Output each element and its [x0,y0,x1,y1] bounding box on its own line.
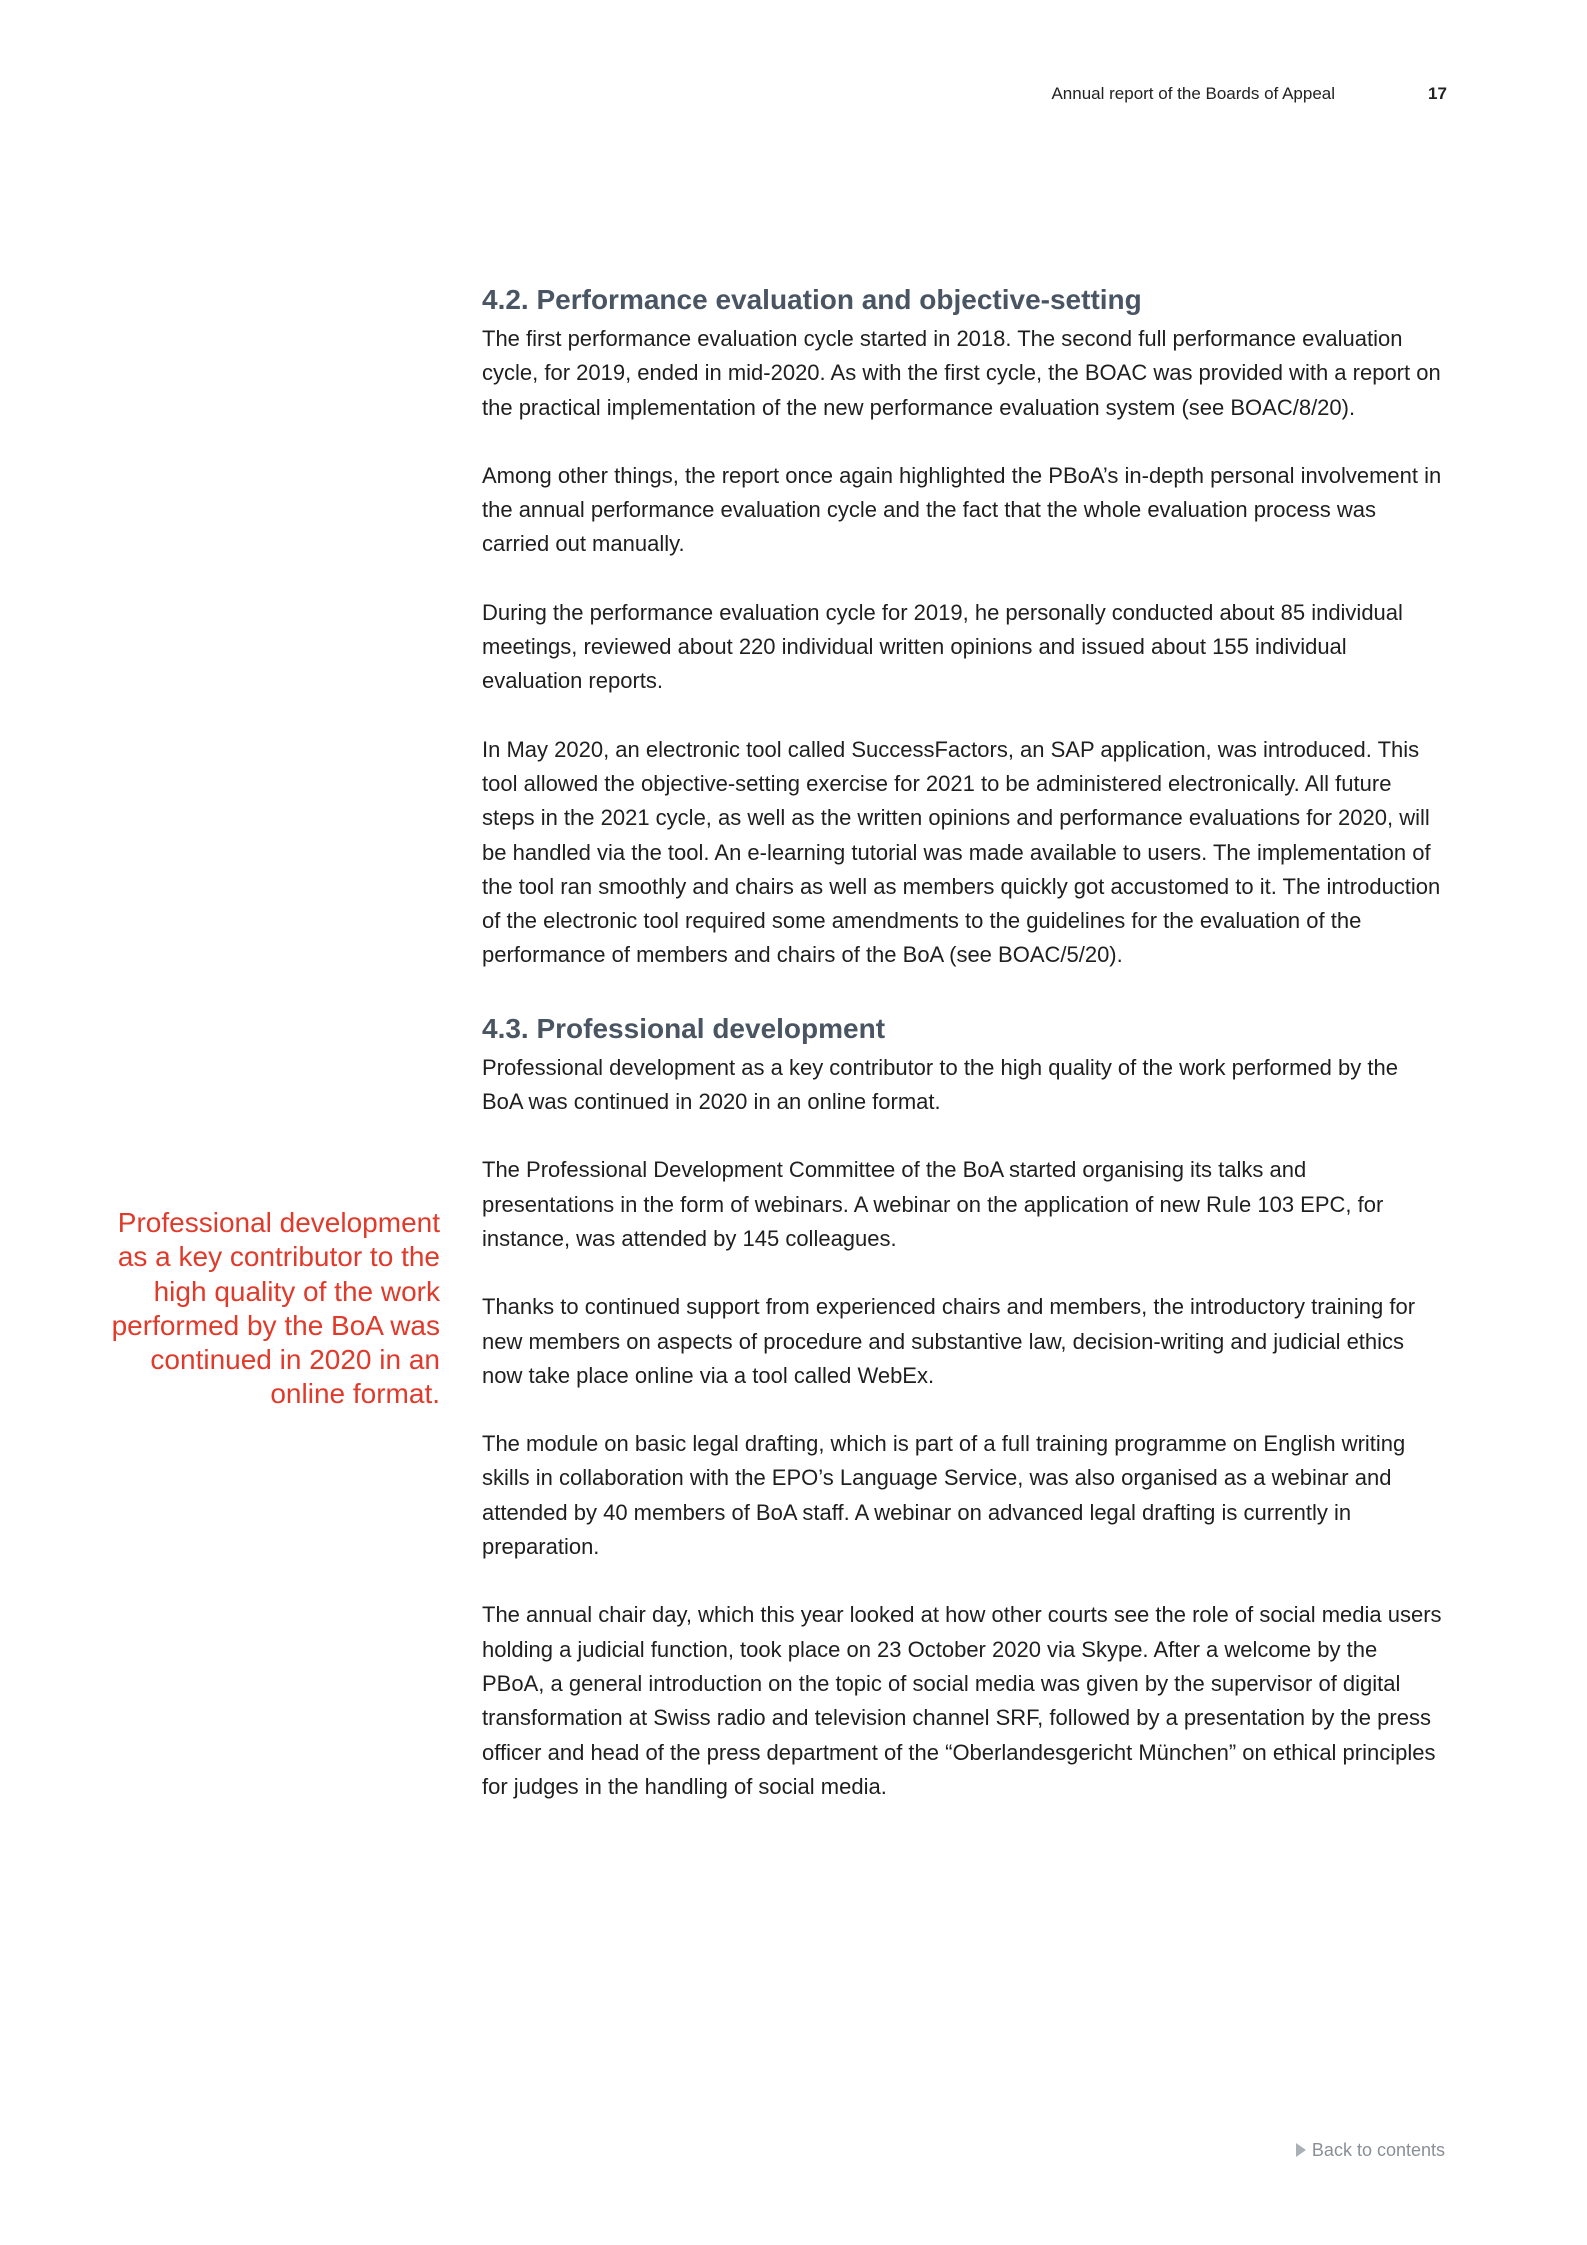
body-paragraph: Professional development as a key contributor to the high quality of the work performed by the BoA was continued in 2020 in an online format. [482,1054,1398,1115]
body-paragraph: Among other things, the report once again highlighted the PBoA’s in-depth personal involvement in the annual performance evaluation cycle and the fact that the whole evaluation process was carried out manually. [482,462,1442,557]
body-paragraph: During the performance evaluation cycle for 2019, he personally conducted about 85 individual meetings, reviewed about 220 individual written opinions and issued about 155 individual evaluation reports. [482,599,1403,694]
report-title: Annual report of the Boards of Appeal [1051,84,1335,103]
page-number: 17 [1428,84,1447,103]
back-to-contents-label: Back to contents [1311,2140,1445,2160]
page-header [0,84,1587,108]
body-paragraph: The annual chair day, which this year looked at how other courts see the role of social media users holding a judicial function, took place on 23 October 2020 via Skype. After a welcome by the PBoA, a general introduction on the topic of social media was given by the supervisor of digital transformation at Swiss radio and television channel SRF, followed by a presentation by the press officer and head of the press department of the “Oberlandesgericht München” on ethical principles for judges in the handling of social media. [482,1602,1442,1799]
body-paragraph: The module on basic legal drafting, which is part of a full training programme on English writing skills in collaboration with the EPO’s Language Service, was also organised as a webinar and attended by 40 members of BoA staff. A webinar on advanced legal drafting is currently in preparation. [482,1431,1406,1560]
body-paragraph: The first performance evaluation cycle started in 2018. The second full performance evaluation cycle, for 2019, ended in mid-2020. As with the first cycle, the BOAC was provided with a report on the practical implementation of the new performance evaluation system (see BOAC/8/20). [482,326,1441,420]
section-heading-4-2: 4.2. Performance evaluation and objective-setting [482,284,1142,315]
section-heading-4-3: 4.3. Professional development [482,1012,886,1044]
body-paragraph: Thanks to continued support from experienced chairs and members, the introductory training for new members on aspects of procedure and substantive law, decision-writing and judicial ethics now take place online via a tool called WebEx. [482,1294,1416,1388]
body-paragraph: In May 2020, an electronic tool called SuccessFactors, an SAP application, was introduced. This tool allowed the objective-setting exercise for 2021 to be administered electronically. All future steps in the 2021 cycle, as well as the written opinions and performance evaluations for 2020, will be handled via the tool. An e-learning tutorial was made available to users. The implementation of the tool ran smoothly and chairs as well as members quickly got accustomed to it. The introduction of the electronic tool required some amendments to the guidelines for the evaluation of the performance of members and chairs of the BoA (see BOAC/5/20). [482,736,1441,968]
main-content [482,278,1444,1838]
triangle-right-icon [1296,2143,1306,2157]
body-paragraph: The Professional Development Committee of the BoA started organising its talks and presentations in the form of webinars. A webinar on the application of new Rule 103 EPC, for instance, was attended by 145 colleagues. [482,1157,1384,1251]
pull-quote: Professional development as a key contributor to the high quality of the work performed by the BoA was continued in 2020 in an online format. [111,1207,440,1410]
back-to-contents-link[interactable] [1296,2140,1445,2161]
